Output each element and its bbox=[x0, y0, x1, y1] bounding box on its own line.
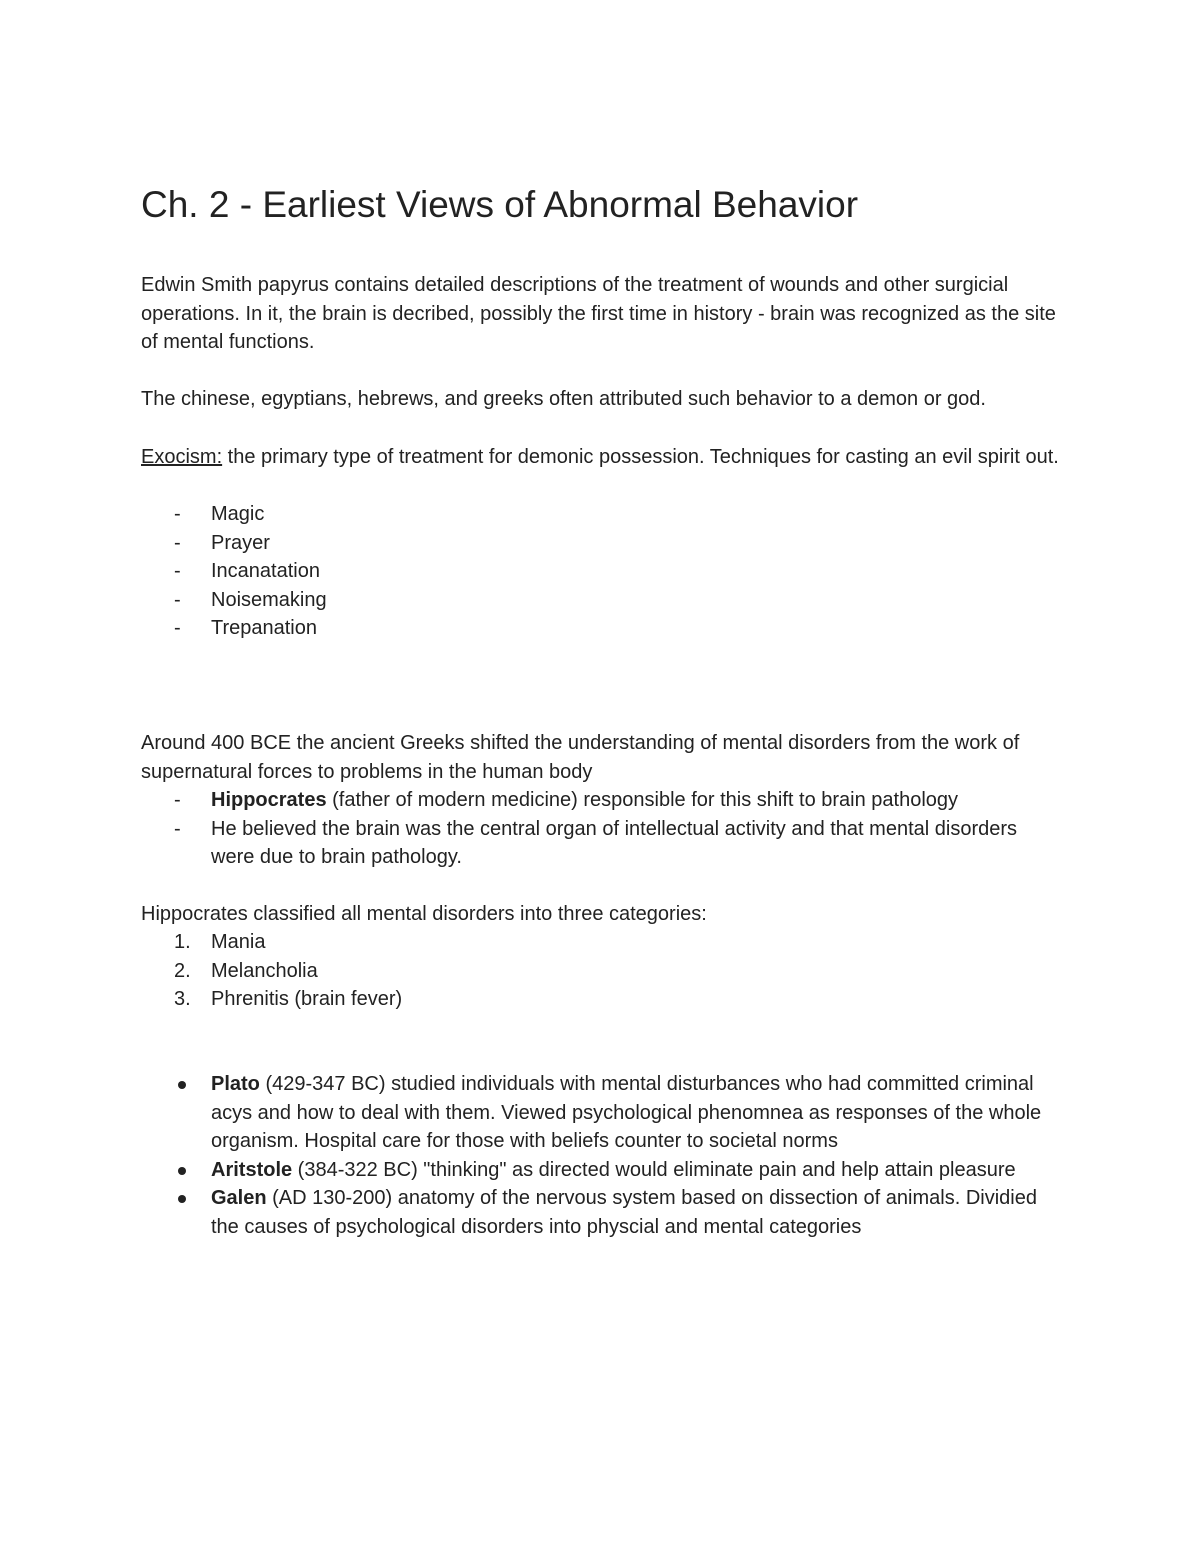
philosopher-name: Aritstole bbox=[211, 1158, 293, 1181]
list-item-text: Phrenitis (brain fever) bbox=[211, 988, 403, 1011]
philosophers-list bbox=[141, 1070, 1061, 1242]
list-item bbox=[141, 1070, 1061, 1156]
exorcism-definition: the primary type of treatment for demonic possession. Techniques for casting an evil spirit out. bbox=[222, 446, 1059, 468]
demon-paragraph: The chinese, egyptians, hebrews, and greeks often attributed such behavior to a demon or god. bbox=[141, 388, 986, 410]
number-marker: 1. bbox=[174, 931, 191, 953]
exorcism-techniques-list bbox=[141, 500, 1061, 643]
list-item bbox=[141, 928, 1061, 957]
list-item bbox=[141, 614, 1061, 643]
exorcism-paragraph bbox=[141, 443, 1061, 472]
list-item-text: (father of modern medicine) responsible for this shift to brain pathology bbox=[326, 789, 959, 811]
list-item-text: Magic bbox=[211, 503, 265, 525]
categories-list bbox=[141, 928, 1061, 1014]
list-item bbox=[141, 586, 1061, 615]
list-item bbox=[141, 786, 1061, 815]
dash-marker: - bbox=[174, 560, 181, 583]
bullet-icon bbox=[178, 1167, 186, 1175]
hippocrates-list bbox=[141, 786, 1061, 872]
number-marker: 2. bbox=[174, 959, 191, 982]
list-item-text: Melancholia bbox=[211, 959, 318, 982]
list-item bbox=[141, 529, 1061, 558]
hippocrates-name: Hippocrates bbox=[211, 789, 327, 811]
list-item-text: Prayer bbox=[211, 531, 270, 554]
dash-marker: - bbox=[174, 617, 181, 640]
list-item-text: Mania bbox=[211, 931, 266, 953]
list-item bbox=[141, 957, 1061, 986]
list-item-text: Noisemaking bbox=[211, 588, 327, 611]
dash-marker: - bbox=[174, 817, 181, 840]
list-item-text: (429-347 BC) studied individuals with mental disturbances who had committed criminal acys and how to deal with them. Viewed psychological phenomnea as responses of the whole organism. Hospital care for those with beliefs counter to societal norms bbox=[211, 1073, 1042, 1153]
exorcism-term: Exocism: bbox=[141, 446, 223, 468]
list-item bbox=[141, 985, 1061, 1014]
categories-paragraph: Hippocrates classified all mental disorders into three categories: bbox=[141, 903, 707, 925]
list-item bbox=[141, 500, 1061, 529]
list-item bbox=[141, 557, 1061, 586]
papyrus-paragraph: Edwin Smith papyrus contains detailed descriptions of the treatment of wounds and other surgicial operations. In it, the brain is decribed, possibly the first time in history - brain was recognized as the site of mental functions. bbox=[141, 274, 1056, 354]
dash-marker: - bbox=[174, 588, 181, 611]
bullet-icon bbox=[178, 1195, 186, 1203]
dash-marker: - bbox=[174, 503, 181, 525]
list-item-text: Incanatation bbox=[211, 560, 320, 583]
list-item-text: Trepanation bbox=[211, 617, 317, 640]
bullet-icon bbox=[178, 1081, 186, 1089]
philosopher-name: Plato bbox=[211, 1073, 260, 1095]
list-item bbox=[141, 815, 1061, 872]
page-title: Ch. 2 - Earliest Views of Abnormal Behavior bbox=[141, 184, 859, 225]
list-item-text: (384-322 BC) "thinking" as directed would eliminate pain and help attain pleasure bbox=[292, 1158, 1016, 1181]
list-item bbox=[141, 1156, 1061, 1185]
number-marker: 3. bbox=[174, 988, 191, 1011]
list-item-text: (AD 130-200) anatomy of the nervous system based on dissection of animals. Dividied the causes of psychological disorders into physcial and mental categories bbox=[211, 1187, 1037, 1238]
dash-marker: - bbox=[174, 531, 181, 554]
list-item-text: He believed the brain was the central organ of intellectual activity and that mental disorders were due to brain pathology. bbox=[211, 817, 1018, 869]
greeks-paragraph: Around 400 BCE the ancient Greeks shifted the understanding of mental disorders from the work of supernatural forces to problems in the human body bbox=[141, 732, 1020, 783]
philosopher-name: Galen bbox=[211, 1187, 267, 1210]
dash-marker: - bbox=[174, 789, 181, 811]
list-item bbox=[141, 1184, 1061, 1241]
